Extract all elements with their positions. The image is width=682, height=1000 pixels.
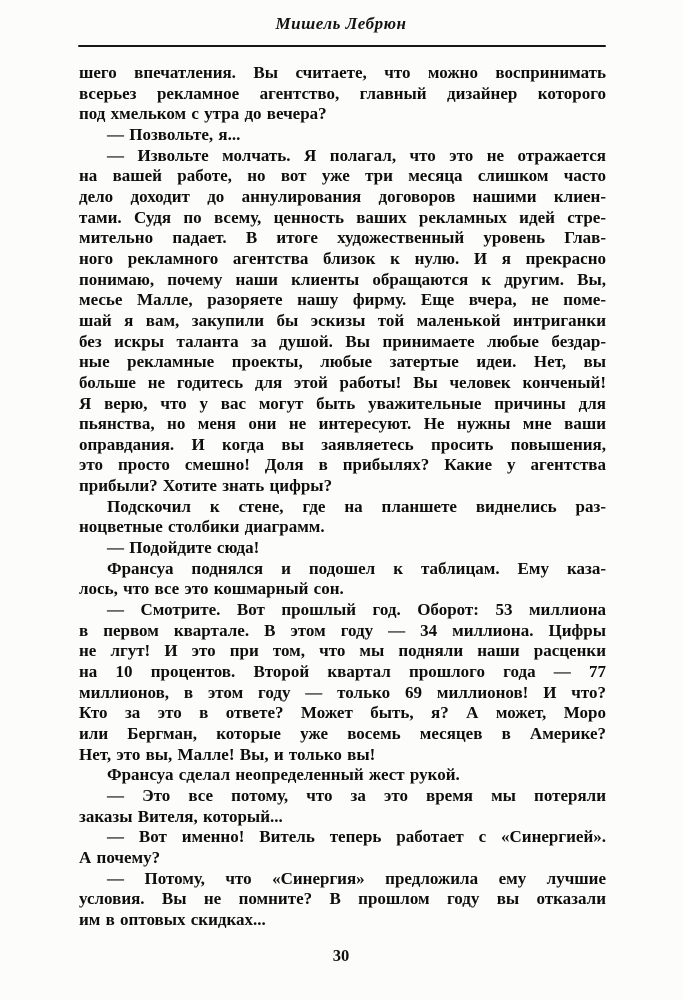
text-line: — Это все потому, что за это время мы потеряли [107, 785, 606, 805]
paragraph [79, 765, 606, 786]
paragraph [79, 497, 606, 538]
text-line: месье Малле, разоряете нашу фирму. Еще вчера, не поме- [79, 290, 606, 310]
text-line: понимаю, почему наши клиенты обращаются к другим. Вы, [79, 269, 606, 289]
text-line: не лгут! И это при том, что мы подняли наши расценки [79, 641, 606, 661]
text-line: оправдания. И когда вы заявляетесь просить повышения, [79, 434, 606, 454]
text-line: это просто смешно! Доля в прибылях? Какие у агентства [79, 455, 606, 475]
text-line: Я верю, что у вас могут быть уважительные причины для [79, 393, 606, 413]
text-line: прибыли? Хотите знать цифры? [79, 476, 333, 496]
paragraph [79, 827, 606, 868]
text-line: пьянства, но меня они не интересуют. Не нужны мне ваши [79, 414, 606, 434]
text-line: — Извольте молчать. Я полагал, что это не отражается [107, 145, 606, 165]
text-line: — Позвольте, я... [107, 124, 241, 144]
text-line: ного рекламного агентства близок к нулю. И я прекрасно [79, 248, 606, 268]
text-line: условия. Вы не помните? В прошлом году вы отказали [79, 889, 606, 909]
text-line: под хмельком с утра до вечера? [79, 104, 327, 124]
text-line: или Бергман, которые уже восемь месяцев в Америке? [79, 724, 606, 743]
text-line: в первом квартале. В этом году — 34 миллиона. Цифры [79, 620, 606, 640]
paragraph [79, 538, 606, 559]
text-line: миллионов, в этом году — только 69 миллионов! И что? [79, 682, 606, 702]
text-line: на 10 процентов. Второй квартал прошлого года — 77 [79, 662, 606, 682]
header-rule [78, 45, 606, 47]
text-line: шай я вам, закупили бы эскизы той маленькой интриганки [79, 310, 606, 330]
paragraph [79, 125, 606, 146]
text-line: Кто за это в ответе? Может быть, я? А может, Моро [79, 703, 606, 723]
text-line: — Вот именно! Витель теперь работает с «Синергией». [107, 827, 606, 847]
text-line: всерьез рекламное агентство, главный дизайнер которого [79, 83, 606, 103]
text-line: заказы Вителя, который... [79, 806, 283, 826]
paragraph [79, 63, 606, 125]
paragraph [79, 786, 606, 827]
page-body [79, 63, 606, 931]
text-line: им в оптовых скидках... [79, 909, 266, 929]
paragraph [79, 869, 606, 931]
paragraph [79, 559, 606, 600]
text-line: больше не годитесь для этой работы! Вы человек конченый! [79, 372, 606, 392]
text-line: Франсуа поднялся и подошел к таблицам. Ему каза- [107, 558, 606, 578]
text-line: дело доходит до аннулирования договоров нашими клиен- [79, 186, 606, 206]
text-line: — Подойдите сюда! [107, 538, 260, 558]
paragraph [79, 600, 606, 765]
text-line: Франсуа сделал неопределенный жест рукой. [107, 765, 460, 785]
text-line: Подскочил к стене, где на планшете виднелись раз- [107, 496, 606, 516]
text-line: без искры таланта за душой. Вы принимаете любые бездар- [79, 331, 606, 351]
paragraph [79, 146, 606, 497]
text-line: — Смотрите. Вот прошлый год. Оборот: 53 миллиона [107, 600, 606, 620]
text-line: Нет, это вы, Малле! Вы, и только вы! [79, 744, 376, 764]
text-line: мительно падает. В итоге художественный уровень Глав- [79, 228, 606, 248]
text-line: шего впечатления. Вы считаете, что можно воспринимать [79, 63, 606, 82]
text-line: А почему? [79, 847, 161, 867]
text-line: лось, что все это кошмарный сон. [79, 579, 344, 599]
text-line: тами. Судя по всему, ценность ваших рекламных идей стре- [79, 207, 606, 227]
text-line: ные рекламные проекты, любые затертые идеи. Нет, вы [79, 352, 606, 372]
running-header: Мишель Лебрюн [275, 14, 407, 33]
text-line: — Потому, что «Синергия» предложила ему лучшие [107, 868, 606, 888]
text-line: на вашей работе, но вот уже три месяца слишком часто [79, 166, 606, 186]
page-number: 30 [332, 946, 350, 965]
text-line: ноцветные столбики диаграмм. [79, 517, 325, 537]
